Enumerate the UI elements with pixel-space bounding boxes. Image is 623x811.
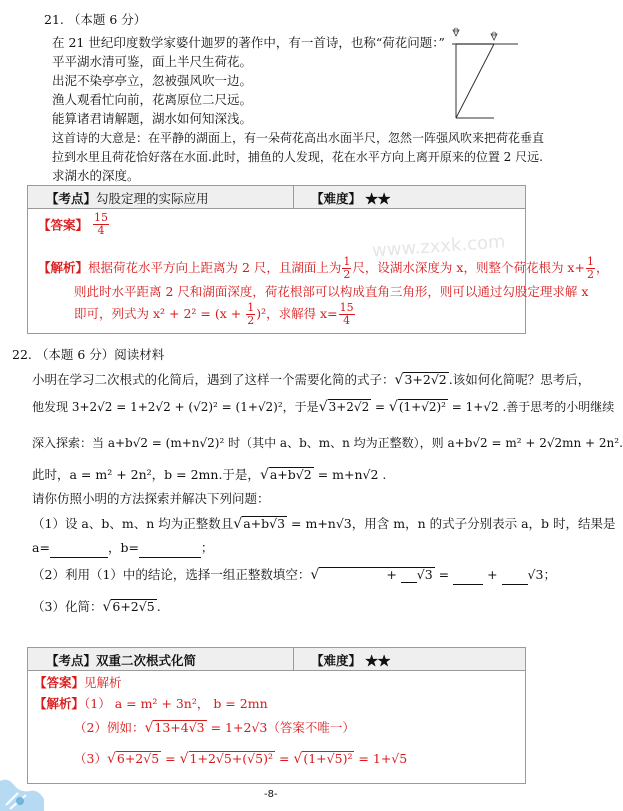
q22-part-2: （2）利用（1）中的结论，选择一组正整数填空：√ + √3 = + √3；: [32, 567, 556, 583]
q21-poem-3: 渔人观看忙向前，花离原位二尺远。: [52, 92, 253, 107]
q22-para-3: 深入探索：当 a+b√2 = (m+n√2)² 时（其中 a、b、m、n 均为正整数），则 a+b√2 = m² + 2√2mn + 2n².: [32, 436, 623, 450]
q21-nandu-label: 【难度】: [311, 191, 362, 206]
q22-part-1: （1）设 a、b、m、n 均为正整数且√a+b√3 = m+n√3，用含 m，n 的式子分别表示 a，b 时，结果是: [32, 516, 616, 532]
q21-answer: [38, 212, 110, 237]
q21-meaning-1: 这首诗的大意是：在平静的湖面上，有一朵荷花高出水面半尺，忽然一阵强风吹来把荷花垂直: [52, 131, 545, 145]
page-number: -8-: [264, 789, 278, 800]
q22-part-1-blanks: a= ，b= ；: [32, 539, 213, 558]
q22-part-3: （3）化简：√6+2√5 .: [32, 599, 161, 615]
q21-kaodian: 勾股定理的实际应用: [96, 191, 209, 206]
q21-number: 21.: [44, 12, 64, 27]
q21-score: （本题 6 分）: [67, 12, 147, 27]
q21-answer-label: 【答案】: [38, 217, 89, 233]
q22-number: 22.: [12, 347, 32, 362]
q21-analysis-1: 【解析】根据荷花水平方向上距离为 2 尺，且湖面上为 $\frac{1}{2}$ 尺，设湖水深度为 x，则整个荷花根为 x+ $\frac{1}{2}$ ，: [38, 255, 609, 281]
q21-meaning-3: 求湖水的深度。: [52, 168, 140, 183]
q22-para-1: 小明在学习二次根式的化简后，遇到了这样一个需要化简的式子：√3+2√2 .该如何化简呢？思考后，: [32, 372, 591, 388]
q21-poem-2: 出泥不染亭亭立，忽被强风吹一边。: [52, 73, 253, 88]
answer-blank-2b[interactable]: [401, 568, 417, 583]
q21-meaning-2: 拉到水里且荷花恰好落在水面.此时，捕鱼的人发现，花在水平方向上离开原来的位置 2 尺远.: [52, 150, 543, 164]
watermark: www.zxxk.com: [371, 231, 507, 262]
q21-header: [44, 11, 146, 29]
answer-blank-2a[interactable]: [320, 568, 382, 582]
q22-para-2: 他发现 3+2√2 = 1+2√2 + (√2)² = (1+√2)²，于是√3+2√2 = √(1+√2)² = 1+√2 .善于思考的小明继续: [32, 399, 615, 415]
q22-analysis-3: （3）√6+2√5 = √1+2√5+(√5)² = √(1+√5)² = 1+√5: [74, 751, 408, 767]
q22-answer: 【答案】见解析: [34, 675, 122, 690]
corner-logo-icon: [0, 771, 44, 811]
q22-score: （本题 6 分）阅读材料: [35, 347, 165, 362]
q21-kaodian-label: 【考点】: [46, 191, 97, 206]
q21-answer-box: [27, 185, 609, 334]
q21-answer-num: 15: [94, 211, 108, 224]
q21-poem-4: 能算诸君请解题，湖水如何知深浅。: [52, 111, 253, 126]
q22-stars: ★★: [365, 653, 391, 668]
lotus-diagram: [450, 26, 520, 124]
q22-analysis-1: 【解析】（1） a = m² + 3n²， b = 2mn: [34, 696, 268, 711]
answer-blank-a[interactable]: [50, 539, 108, 558]
q22-header: [12, 346, 164, 364]
q22-kaodian: 双重二次根式化简: [96, 653, 197, 668]
q21-answer-den: 4: [97, 224, 105, 237]
q21-stars: ★★: [365, 191, 391, 206]
q22-answer-box: [27, 647, 526, 784]
q21-intro: 在 21 世纪印度数学家婆什迦罗的著作中，有一首诗，也称“荷花问题：”: [52, 35, 445, 50]
q22-para-4: 此时，a = m² + 2n²，b = 2mn.于是，√a+b√2 = m+n√2 .: [32, 467, 387, 483]
q21-box-header: [28, 186, 525, 209]
answer-blank-2c[interactable]: [453, 566, 483, 585]
q21-analysis-2: 则此时水平距离 2 尺和湖面深度，荷花根部可以构成直角三角形，则可以通过勾股定理求解 x: [74, 284, 589, 299]
q21-analysis-label: 【解析】: [38, 260, 89, 275]
answer-blank-b[interactable]: [139, 539, 201, 558]
answer-blank-2d[interactable]: [502, 566, 528, 585]
q21-poem-1: 平平湖水清可鉴，面上半尺生荷花。: [52, 54, 253, 69]
q22-nandu-label: 【难度】: [311, 653, 362, 668]
q22-analysis-2: （2）例如：√13+4√3 = 1+2√3（答案不唯一）: [74, 720, 355, 736]
q22-box-header: [28, 648, 525, 671]
q22-kaodian-label: 【考点】: [46, 653, 97, 668]
q21-analysis-3: 即可，列式为 x² + 2² = (x + $\frac{1}{2}$ )²，求解得 x= $\frac{15}{4}$: [74, 301, 354, 327]
q22-para-5: 请你仿照小明的方法探索并解决下列问题：: [32, 491, 270, 506]
